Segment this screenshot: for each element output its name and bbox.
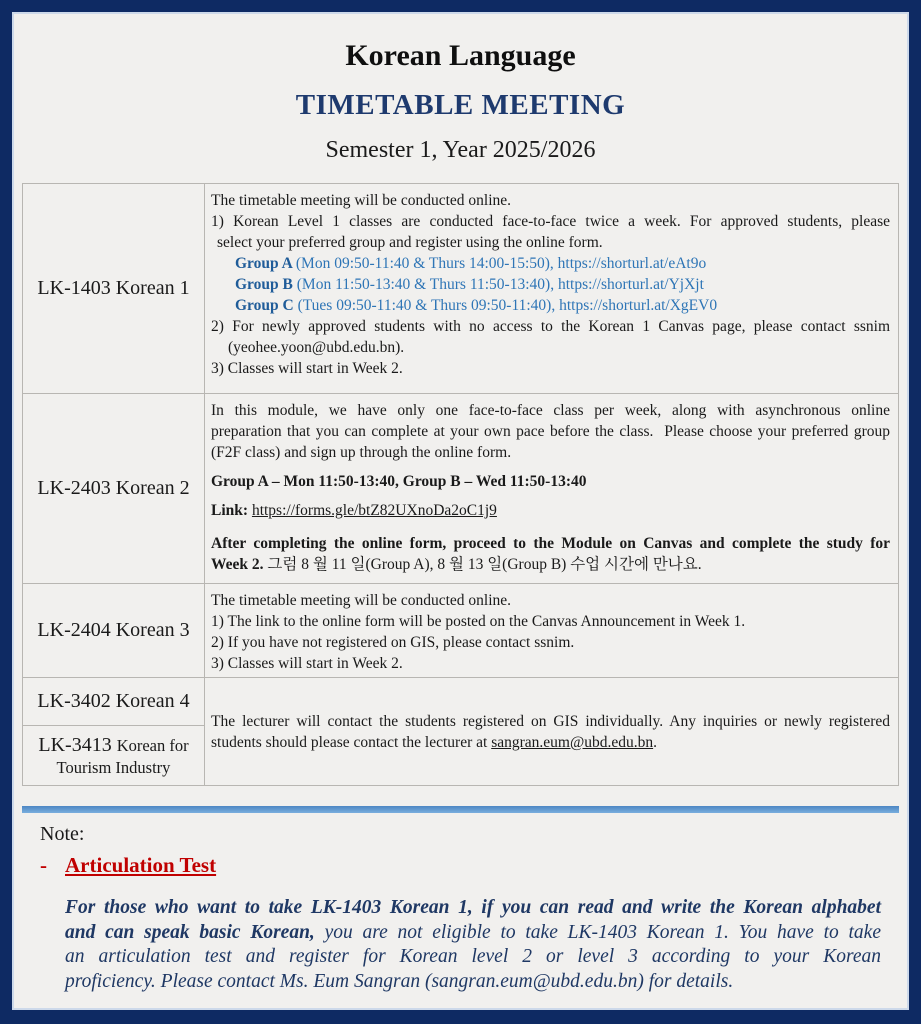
text-line	[211, 253, 890, 274]
text-segment: 2) For newly approved students with no access to the Korean 1 Canvas page, please contact ssnim	[211, 318, 890, 335]
course-label: LK-2404 Korean 3	[37, 619, 190, 641]
course-cell-lk2404	[23, 584, 205, 677]
text-line	[211, 295, 890, 316]
text-segment: an articulation test and register for Korean level 2 or level 3 according to your Korean	[65, 946, 881, 967]
note-label: Note:	[40, 823, 85, 845]
text-segment: 3) Classes will start in Week 2.	[211, 360, 403, 377]
articulation-test-title: Articulation Test	[65, 853, 217, 877]
course-cell-lk3402	[23, 678, 204, 725]
text-segment: Week 2.	[211, 556, 268, 573]
text-segment: Link:	[211, 502, 252, 519]
text-segment: Group A	[235, 255, 296, 272]
korean2-form-link[interactable]: https://forms.gle/btZ82UXnoDa2oC1j9	[251, 502, 497, 519]
text-line	[211, 316, 890, 337]
text-segment: and can speak basic Korean,	[65, 921, 315, 943]
text-segment: In this module, we have only one face-to-face class per week, along with asynchronous online	[211, 402, 890, 419]
course-label: LK-3413 Korean for	[38, 733, 189, 756]
text-segment: (Tues 09:50-11:40 & Thurs 09:50-11:40),	[297, 297, 560, 314]
text-line	[211, 500, 890, 521]
group-b-link[interactable]: https://shorturl.at/YjXjt	[557, 276, 704, 293]
text-line	[211, 471, 890, 492]
text-line	[211, 533, 890, 554]
text-line	[211, 190, 890, 211]
page-content	[12, 39, 909, 994]
text-segment: For those who want to take LK-1403 Korean 1, if you can read and write the Korean alphabet	[65, 897, 881, 918]
semester-line: Semester 1, Year 2025/2026	[325, 137, 596, 163]
text-line	[211, 632, 890, 653]
text-line	[65, 970, 881, 995]
text-segment: The timetable meeting will be conducted online.	[211, 592, 512, 609]
course-label: LK-1403 Korean 1	[37, 277, 190, 299]
text-segment: Group A – Mon 11:50-13:40, Group B – Wed 11:50-13:40	[211, 473, 587, 490]
course-label: LK-2403 Korean 2	[37, 477, 190, 499]
text-segment: proficiency. Please contact Ms. Eum Sangran (sangran.eum@ubd.edu.bn) for details.	[65, 970, 734, 992]
page-title: Korean Language	[345, 39, 576, 72]
course-cell-lk3413	[23, 725, 204, 785]
text-segment: .	[653, 733, 657, 751]
text-line	[211, 421, 890, 442]
text-segment: (yeohee.yoon@ubd.edu.bn).	[228, 339, 405, 356]
lecturer-email-link[interactable]: sangran.eum@ubd.edu.bn	[491, 733, 654, 751]
text-segment: The lecturer will contact the students registered on GIS individually. Any inquiries or newly registered	[211, 712, 890, 730]
text-line	[211, 211, 890, 232]
course-cell-lk2403	[23, 394, 205, 583]
text-line	[65, 921, 881, 946]
text-line	[65, 896, 881, 921]
text-segment: preparation that you can complete at your own pace before the class. Please choose your preferred group	[211, 423, 890, 440]
text-segment: 1) Korean Level 1 classes are conducted face-to-face twice a week. For approved students, please	[211, 213, 890, 230]
text-segment: The timetable meeting will be conducted online.	[211, 192, 512, 209]
text-line	[65, 945, 881, 970]
list-dash: -	[40, 853, 47, 877]
table-row	[23, 677, 898, 785]
table-row	[23, 184, 898, 393]
course-table	[22, 183, 899, 786]
text-line	[211, 442, 890, 463]
text-line	[211, 232, 890, 253]
content-cell-korean3	[205, 584, 898, 677]
text-line	[211, 732, 890, 753]
text-line	[211, 590, 890, 611]
text-segment: students should please contact the lecturer at	[211, 733, 492, 751]
text-segment: (F2F class) and sign up through the online form.	[211, 444, 512, 461]
articulation-test-heading	[40, 853, 899, 878]
text-line	[211, 274, 890, 295]
text-segment: 그럼 8 월 11 일(Group A), 8 월 13 일(Group B) 수업 시간에 만나요.	[267, 556, 702, 573]
text-line	[211, 554, 890, 575]
text-line	[211, 653, 890, 674]
text-line	[211, 337, 890, 358]
text-segment: Group B	[235, 276, 297, 293]
content-cell-korean4-tourism	[205, 678, 898, 785]
text-segment: select your preferred group and register using the online form.	[217, 234, 603, 251]
text-segment: 3) Classes will start in Week 2.	[211, 655, 403, 672]
text-segment: 2) If you have not registered on GIS, please contact ssnim.	[211, 634, 575, 651]
page-subtitle: TIMETABLE MEETING	[295, 89, 626, 121]
text-segment: After completing the online form, proceed to the Module on Canvas and complete the study for	[211, 535, 890, 552]
table-row	[23, 583, 898, 677]
text-line	[211, 611, 890, 632]
course-cell-stack	[23, 678, 205, 785]
course-label: LK-3402 Korean 4	[37, 690, 190, 712]
text-segment: you are not eligible to take LK-1403 Korean 1. You have to take	[314, 921, 881, 943]
group-c-link[interactable]: https://shorturl.at/XgEV0	[559, 297, 718, 314]
text-segment: (Mon 09:50-11:40 & Thurs 14:00-15:50),	[295, 255, 558, 272]
group-a-link[interactable]: https://shorturl.at/eAt9o	[557, 255, 707, 272]
course-label-line2: Tourism Industry	[56, 757, 171, 777]
text-line	[211, 358, 890, 379]
text-segment: 1) The link to the online form will be posted on the Canvas Announcement in Week 1.	[211, 613, 746, 630]
accent-divider-bar	[22, 806, 899, 813]
text-line	[211, 711, 890, 732]
content-cell-korean2	[205, 394, 898, 583]
text-line	[211, 400, 890, 421]
table-row	[23, 393, 898, 583]
note-paragraph	[65, 896, 881, 994]
course-cell-lk1403	[23, 184, 205, 393]
text-segment: (Mon 11:50-13:40 & Thurs 11:50-13:40),	[296, 276, 558, 293]
text-segment: Group C	[235, 297, 298, 314]
content-cell-korean1	[205, 184, 898, 393]
